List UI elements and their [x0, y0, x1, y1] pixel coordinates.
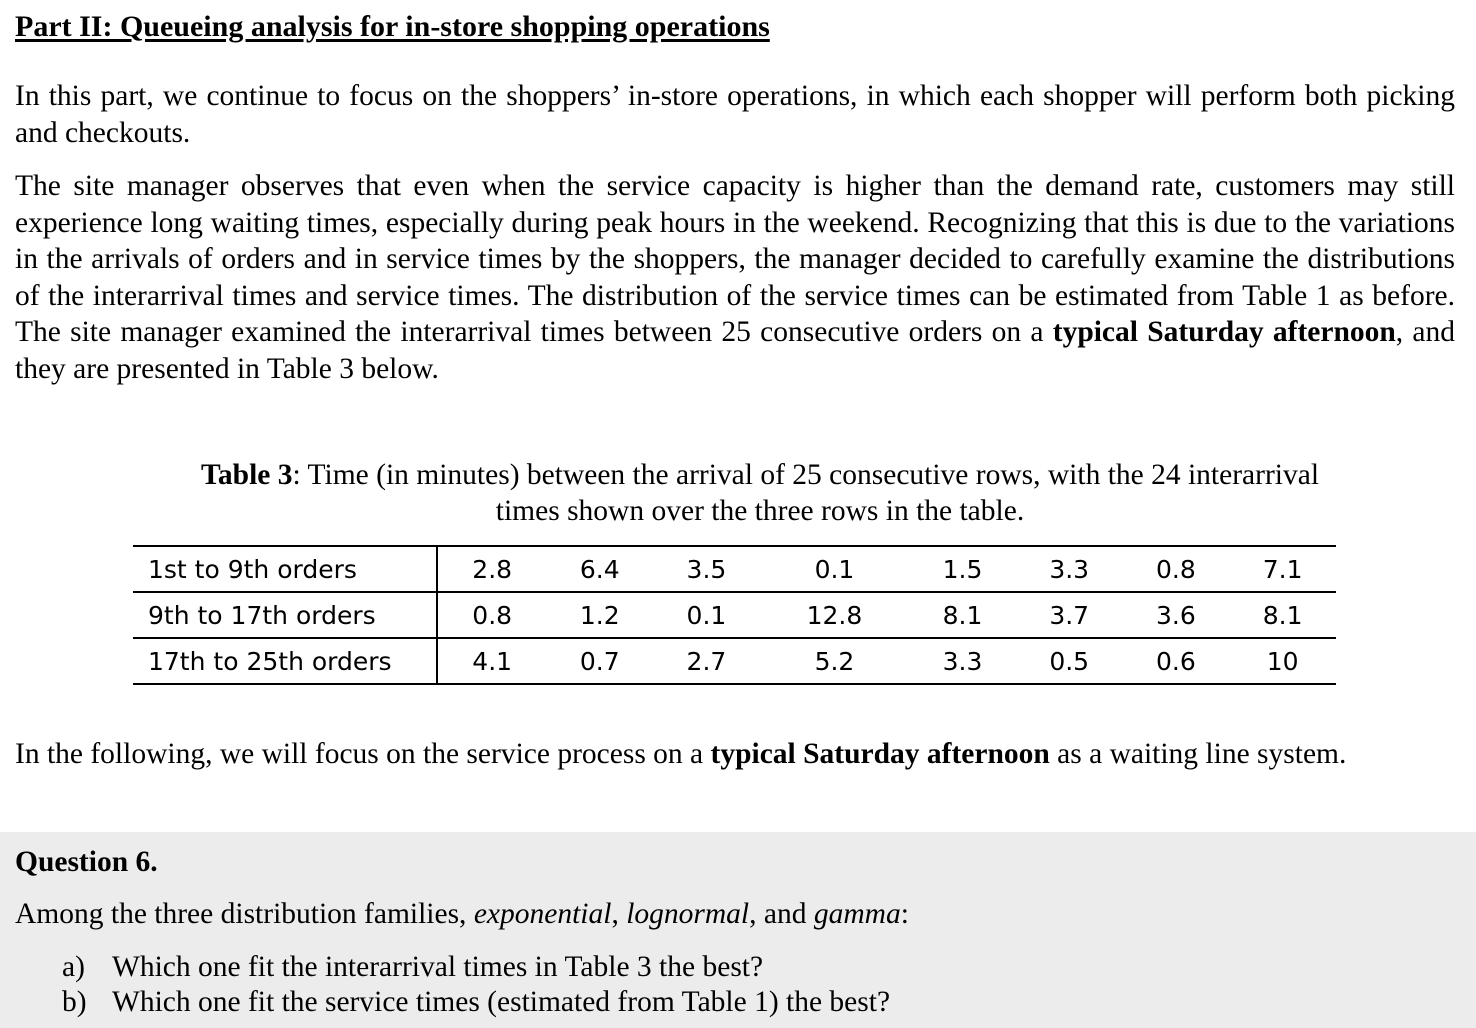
context-text-end: , and they are presented in Table 3 below. — [15, 316, 1456, 385]
followup-emphasis: typical Saturday afternoon — [710, 738, 1050, 770]
followup-paragraph — [15, 736, 1346, 772]
table-cell: 3.7 — [1016, 592, 1123, 638]
context-emphasis: typical Saturday afternoon — [1052, 316, 1396, 349]
table-cell: 0.7 — [546, 638, 653, 684]
question-intro-end: : — [900, 898, 909, 930]
table-cell: 2.8 — [437, 546, 546, 592]
item-marker: a) — [62, 951, 85, 983]
separator: , and — [749, 898, 814, 930]
table-cell: 6.4 — [546, 546, 653, 592]
table-cell: 1.2 — [546, 592, 653, 638]
table-cell: 0.8 — [437, 592, 546, 638]
table-cell: 4.1 — [437, 638, 546, 684]
table-cell: 8.1 — [1229, 592, 1336, 638]
question-title: Question 6. — [15, 846, 158, 878]
table-cell: 0.1 — [760, 546, 909, 592]
table-cell: 0.1 — [653, 592, 760, 638]
table-cell: 2.7 — [653, 638, 760, 684]
item-marker: b) — [62, 986, 87, 1018]
table-cell: 0.6 — [1123, 638, 1230, 684]
context-paragraph — [15, 168, 1455, 388]
context-text: The site manager observes that even when the service capacity is higher than the demand rate, customers may still experience long waiting times, especially during peak hours in the weekend. Recognizing that this is due to the variations in the arrivals of orders and in service times by the shoppers, the manager decided to carefully examine the distributions of the interarrival times and service times. The distribution of the service times can be estimated from Table 1 as before. The site manager examined the interarrival times between 25 consecutive orders on a — [15, 170, 1455, 349]
table-cell: 7.1 — [1229, 546, 1336, 592]
table-caption-label: Table 3 — [200, 459, 293, 491]
table-cell: 3.3 — [909, 638, 1016, 684]
table-caption-text: : Time (in minutes) between the arrival of 25 consecutive rows, with the 24 interarrival times shown over the three rows in the table. — [292, 459, 1320, 527]
followup-text-end: as a waiting line system. — [1049, 738, 1347, 770]
table-cell: 5.2 — [760, 638, 909, 684]
table-cell: 1.5 — [909, 546, 1016, 592]
family-gamma: gamma — [813, 898, 901, 930]
table-cell: 3.6 — [1123, 592, 1230, 638]
question-item-b — [62, 984, 890, 1020]
question-intro — [15, 896, 909, 932]
family-lognormal: lognormal — [626, 898, 750, 930]
row-label: 17th to 25th orders — [133, 638, 437, 684]
row-label: 9th to 17th orders — [133, 592, 437, 638]
separator: , — [611, 898, 627, 930]
interarrival-table — [133, 545, 1336, 685]
table-cell: 3.5 — [653, 546, 760, 592]
item-text: Which one fit the interarrival times in Table 3 the best? — [112, 951, 764, 983]
table-cell: 12.8 — [760, 592, 909, 638]
table-row — [133, 638, 1336, 684]
intro-paragraph: In this part, we continue to focus on the shoppers’ in-store operations, in which each shopper will perform both picking and checkouts. — [15, 80, 1455, 149]
table-cell: 10 — [1229, 638, 1336, 684]
followup-text: In the following, we will focus on the service process on a — [15, 738, 711, 770]
row-label: 1st to 9th orders — [133, 546, 437, 592]
table-cell: 3.3 — [1016, 546, 1123, 592]
table-cell: 0.8 — [1123, 546, 1230, 592]
family-exponential: exponential — [473, 898, 612, 930]
question-item-a — [62, 949, 763, 985]
page-title: Part II: Queueing analysis for in-store shopping operations — [15, 10, 770, 43]
table-row — [133, 546, 1336, 592]
table-caption — [200, 457, 1320, 529]
question-intro-text: Among the three distribution families, — [15, 898, 474, 930]
table-cell: 0.5 — [1016, 638, 1123, 684]
table-row — [133, 592, 1336, 638]
table-cell: 8.1 — [909, 592, 1016, 638]
item-text: Which one fit the service times (estimated from Table 1) the best? — [112, 986, 891, 1018]
question-box — [0, 832, 1476, 1028]
